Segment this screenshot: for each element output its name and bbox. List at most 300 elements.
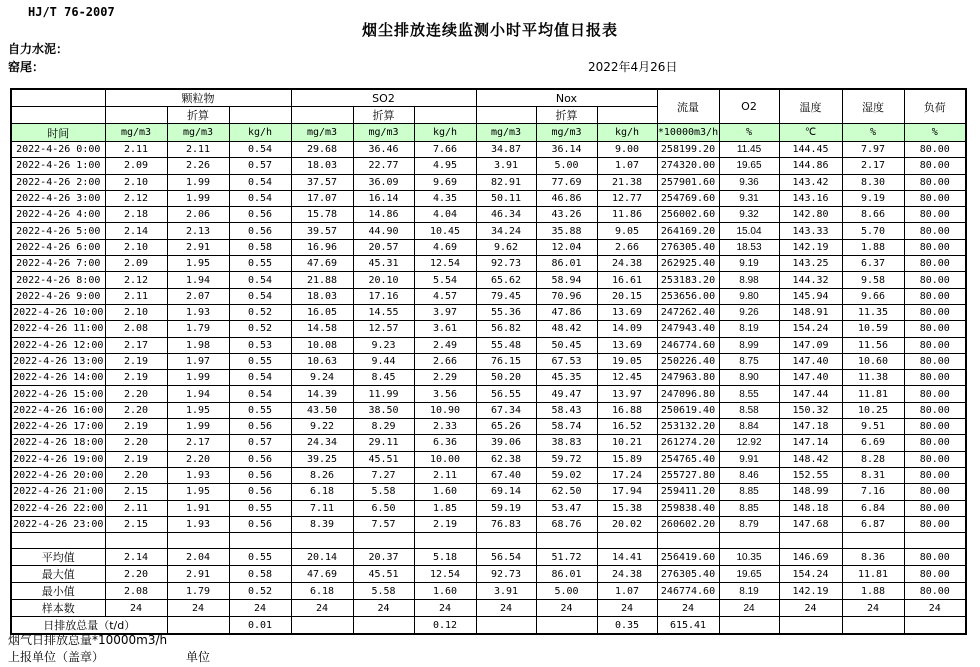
time-cell: 2022-4-26 23:00 — [11, 516, 105, 532]
value-cell: 4.35 — [414, 190, 476, 206]
header-row-units — [11, 124, 966, 142]
value-cell: 76.83 — [476, 516, 536, 532]
value-cell: 39.25 — [291, 451, 353, 467]
unit-label: 单位 — [186, 650, 211, 664]
summary-row — [11, 549, 966, 566]
value-cell: 143.42 — [779, 174, 842, 190]
empty-cell — [597, 107, 657, 124]
value-cell: 67.53 — [536, 353, 597, 369]
value-cell: 53.47 — [536, 500, 597, 516]
value-cell: 0.54 — [229, 142, 291, 158]
value-cell: 58.74 — [536, 419, 597, 435]
empty-cell — [11, 533, 105, 549]
table-row — [11, 174, 966, 190]
value-cell: 147.14 — [779, 435, 842, 451]
value-cell: 36.14 — [536, 142, 597, 158]
group-so2: SO2 — [291, 89, 476, 107]
value-cell: 1.85 — [414, 500, 476, 516]
value-cell: 1.79 — [167, 321, 229, 337]
value-cell: 80.00 — [904, 435, 966, 451]
value-cell: 80.00 — [904, 207, 966, 223]
value-cell: 3.97 — [414, 304, 476, 320]
value-cell: 254765.40 — [657, 451, 719, 467]
value-cell: 9.05 — [597, 223, 657, 239]
table-row — [11, 190, 966, 206]
value-cell: 2.11 — [105, 288, 167, 304]
summary-value-cell: 24.38 — [597, 566, 657, 583]
value-cell: 0.54 — [229, 174, 291, 190]
value-cell: 1.95 — [167, 402, 229, 418]
empty-cell — [105, 533, 167, 549]
value-cell: 6.69 — [842, 435, 904, 451]
value-cell: 254769.60 — [657, 190, 719, 206]
value-cell: 247096.80 — [657, 386, 719, 402]
summary-value-cell: 0.55 — [229, 549, 291, 566]
value-cell: 80.00 — [904, 223, 966, 239]
summary-label: 样本数 — [11, 600, 105, 617]
summary-value-cell: 24 — [842, 600, 904, 617]
value-cell: 2.08 — [105, 321, 167, 337]
value-cell: 11.45 — [719, 142, 779, 158]
value-cell: 2.10 — [105, 239, 167, 255]
summary-value-cell: 1.07 — [597, 583, 657, 600]
value-cell: 13.97 — [597, 386, 657, 402]
value-cell: 14.86 — [353, 207, 414, 223]
value-cell: 274320.00 — [657, 158, 719, 174]
value-cell: 12.54 — [414, 256, 476, 272]
daily-total-cell — [779, 617, 842, 635]
value-cell: 8.28 — [842, 451, 904, 467]
value-cell: 0.57 — [229, 158, 291, 174]
value-cell: 37.57 — [291, 174, 353, 190]
value-cell: 8.55 — [719, 386, 779, 402]
value-cell: 58.94 — [536, 272, 597, 288]
group-o2: O2 — [719, 89, 779, 124]
value-cell: 18.53 — [719, 239, 779, 255]
value-cell: 50.11 — [476, 190, 536, 206]
value-cell: 9.66 — [842, 288, 904, 304]
value-cell: 36.46 — [353, 142, 414, 158]
summary-value-cell: 24 — [414, 600, 476, 617]
value-cell: 2.11 — [105, 142, 167, 158]
value-cell: 0.57 — [229, 435, 291, 451]
value-cell: 2.17 — [842, 158, 904, 174]
value-cell: 13.69 — [597, 337, 657, 353]
value-cell: 6.37 — [842, 256, 904, 272]
value-cell: 264169.20 — [657, 223, 719, 239]
daily-total-cell: 0.12 — [414, 617, 476, 635]
value-cell: 2.11 — [167, 142, 229, 158]
value-cell: 21.88 — [291, 272, 353, 288]
value-cell: 56.82 — [476, 321, 536, 337]
table-row — [11, 451, 966, 467]
value-cell: 15.38 — [597, 500, 657, 516]
summary-rows — [11, 533, 966, 635]
value-cell: 1.95 — [167, 484, 229, 500]
value-cell: 80.00 — [904, 402, 966, 418]
value-cell: 80.00 — [904, 256, 966, 272]
value-cell: 46.34 — [476, 207, 536, 223]
unit-cell: *10000m3/h — [657, 124, 719, 142]
value-cell: 2.06 — [167, 207, 229, 223]
empty-cell — [719, 533, 779, 549]
value-cell: 11.99 — [353, 386, 414, 402]
value-cell: 80.00 — [904, 304, 966, 320]
value-cell: 7.27 — [353, 467, 414, 483]
value-cell: 15.89 — [597, 451, 657, 467]
value-cell: 259838.40 — [657, 500, 719, 516]
value-cell: 1.94 — [167, 272, 229, 288]
value-cell: 144.45 — [779, 142, 842, 158]
unit-cell: mg/m3 — [536, 124, 597, 142]
value-cell: 143.33 — [779, 223, 842, 239]
daily-total-cell — [536, 617, 597, 635]
value-cell: 154.24 — [779, 321, 842, 337]
value-cell: 17.07 — [291, 190, 353, 206]
table-row — [11, 353, 966, 369]
value-cell: 1.99 — [167, 419, 229, 435]
value-cell: 80.00 — [904, 272, 966, 288]
standard-code: HJ/T 76-2007 — [28, 5, 115, 19]
value-cell: 24.38 — [597, 256, 657, 272]
value-cell: 2.19 — [105, 419, 167, 435]
value-cell: 11.86 — [597, 207, 657, 223]
summary-value-cell: 24 — [719, 600, 779, 617]
value-cell: 2.66 — [414, 353, 476, 369]
value-cell: 2.09 — [105, 158, 167, 174]
value-cell: 2.33 — [414, 419, 476, 435]
value-cell: 8.75 — [719, 353, 779, 369]
value-cell: 8.26 — [291, 467, 353, 483]
value-cell: 19.05 — [597, 353, 657, 369]
time-cell: 2022-4-26 7:00 — [11, 256, 105, 272]
daily-total-cell — [353, 617, 414, 635]
value-cell: 10.63 — [291, 353, 353, 369]
empty-cell — [476, 533, 536, 549]
empty-cell — [291, 107, 353, 124]
value-cell: 2.19 — [414, 516, 476, 532]
value-cell: 9.44 — [353, 353, 414, 369]
table-row — [11, 223, 966, 239]
value-cell: 0.54 — [229, 190, 291, 206]
value-cell: 13.69 — [597, 304, 657, 320]
value-cell: 2.20 — [105, 386, 167, 402]
empty-cell — [476, 107, 536, 124]
value-cell: 8.45 — [353, 370, 414, 386]
value-cell: 20.10 — [353, 272, 414, 288]
empty-cell — [779, 533, 842, 549]
value-cell: 36.09 — [353, 174, 414, 190]
summary-row — [11, 566, 966, 583]
value-cell: 247963.80 — [657, 370, 719, 386]
value-cell: 9.22 — [291, 419, 353, 435]
value-cell: 6.36 — [414, 435, 476, 451]
value-cell: 17.24 — [597, 467, 657, 483]
summary-value-cell: 2.20 — [105, 566, 167, 583]
value-cell: 0.53 — [229, 337, 291, 353]
value-cell: 2.19 — [105, 370, 167, 386]
value-cell: 1.93 — [167, 516, 229, 532]
table-row — [11, 435, 966, 451]
summary-value-cell: 10.35 — [719, 549, 779, 566]
summary-value-cell: 20.37 — [353, 549, 414, 566]
time-cell: 2022-4-26 2:00 — [11, 174, 105, 190]
value-cell: 4.04 — [414, 207, 476, 223]
unit-cell: kg/h — [597, 124, 657, 142]
summary-value-cell: 47.69 — [291, 566, 353, 583]
daily-total-cell — [476, 617, 536, 635]
value-cell: 80.00 — [904, 337, 966, 353]
value-cell: 8.58 — [719, 402, 779, 418]
value-cell: 0.52 — [229, 321, 291, 337]
value-cell: 11.38 — [842, 370, 904, 386]
value-cell: 2.07 — [167, 288, 229, 304]
value-cell: 3.61 — [414, 321, 476, 337]
value-cell: 250619.40 — [657, 402, 719, 418]
group-pm: 颗粒物 — [105, 89, 291, 107]
value-cell: 256002.60 — [657, 207, 719, 223]
value-cell: 257901.60 — [657, 174, 719, 190]
value-cell: 59.02 — [536, 467, 597, 483]
value-cell: 10.25 — [842, 402, 904, 418]
value-cell: 10.45 — [414, 223, 476, 239]
header-row-groups — [11, 89, 966, 107]
value-cell: 49.47 — [536, 386, 597, 402]
value-cell: 9.23 — [353, 337, 414, 353]
value-cell: 9.19 — [719, 256, 779, 272]
value-cell: 247943.40 — [657, 321, 719, 337]
value-cell: 80.00 — [904, 353, 966, 369]
summary-value-cell: 3.91 — [476, 583, 536, 600]
value-cell: 2.19 — [105, 353, 167, 369]
value-cell: 4.69 — [414, 239, 476, 255]
group-nox: Nox — [476, 89, 657, 107]
value-cell: 0.56 — [229, 223, 291, 239]
value-cell: 80.00 — [904, 239, 966, 255]
location-label: 窑尾： — [8, 60, 45, 74]
value-cell: 8.46 — [719, 467, 779, 483]
value-cell: 143.25 — [779, 256, 842, 272]
value-cell: 22.77 — [353, 158, 414, 174]
empty-cell — [167, 533, 229, 549]
value-cell: 9.80 — [719, 288, 779, 304]
summary-label: 最小值 — [11, 583, 105, 600]
empty-cell — [11, 107, 105, 124]
value-cell: 45.31 — [353, 256, 414, 272]
value-cell: 69.14 — [476, 484, 536, 500]
value-cell: 148.91 — [779, 304, 842, 320]
value-cell: 3.91 — [476, 158, 536, 174]
unit-cell: % — [904, 124, 966, 142]
value-cell: 247262.40 — [657, 304, 719, 320]
time-cell: 2022-4-26 12:00 — [11, 337, 105, 353]
empty-cell — [536, 533, 597, 549]
summary-value-cell: 19.65 — [719, 566, 779, 583]
value-cell: 80.00 — [904, 288, 966, 304]
value-cell: 2.29 — [414, 370, 476, 386]
value-cell: 9.58 — [842, 272, 904, 288]
value-cell: 2.20 — [167, 451, 229, 467]
value-cell: 253656.00 — [657, 288, 719, 304]
summary-value-cell: 2.14 — [105, 549, 167, 566]
value-cell: 62.50 — [536, 484, 597, 500]
summary-value-cell: 45.51 — [353, 566, 414, 583]
empty-cell — [597, 533, 657, 549]
value-cell: 147.09 — [779, 337, 842, 353]
value-cell: 80.00 — [904, 142, 966, 158]
summary-value-cell: 24 — [229, 600, 291, 617]
value-cell: 258199.20 — [657, 142, 719, 158]
unit-cell: kg/h — [229, 124, 291, 142]
value-cell: 16.14 — [353, 190, 414, 206]
time-cell: 2022-4-26 10:00 — [11, 304, 105, 320]
value-cell: 1.93 — [167, 304, 229, 320]
time-cell: 2022-4-26 22:00 — [11, 500, 105, 516]
value-cell: 0.54 — [229, 370, 291, 386]
value-cell: 2.18 — [105, 207, 167, 223]
value-cell: 14.55 — [353, 304, 414, 320]
summary-value-cell: 1.79 — [167, 583, 229, 600]
value-cell: 80.00 — [904, 158, 966, 174]
table-row — [11, 239, 966, 255]
time-cell: 2022-4-26 17:00 — [11, 419, 105, 435]
value-cell: 144.86 — [779, 158, 842, 174]
summary-value-cell: 142.19 — [779, 583, 842, 600]
daily-total-cell — [167, 617, 229, 635]
group-temp: 温度 — [779, 89, 842, 124]
value-cell: 10.59 — [842, 321, 904, 337]
summary-value-cell: 51.72 — [536, 549, 597, 566]
empty-cell — [904, 533, 966, 549]
data-rows — [11, 142, 966, 533]
summary-row — [11, 583, 966, 600]
value-cell: 59.19 — [476, 500, 536, 516]
value-cell: 1.98 — [167, 337, 229, 353]
value-cell: 56.55 — [476, 386, 536, 402]
value-cell: 38.83 — [536, 435, 597, 451]
summary-value-cell: 256419.60 — [657, 549, 719, 566]
summary-value-cell: 24 — [105, 600, 167, 617]
value-cell: 16.05 — [291, 304, 353, 320]
summary-value-cell: 0.58 — [229, 566, 291, 583]
time-cell: 2022-4-26 11:00 — [11, 321, 105, 337]
value-cell: 147.18 — [779, 419, 842, 435]
summary-value-cell: 80.00 — [904, 566, 966, 583]
value-cell: 8.84 — [719, 419, 779, 435]
summary-value-cell: 146.69 — [779, 549, 842, 566]
empty-cell — [414, 107, 476, 124]
value-cell: 14.09 — [597, 321, 657, 337]
value-cell: 9.00 — [597, 142, 657, 158]
empty-cell — [291, 533, 353, 549]
value-cell: 5.58 — [353, 484, 414, 500]
time-cell: 2022-4-26 13:00 — [11, 353, 105, 369]
value-cell: 1.88 — [842, 239, 904, 255]
value-cell: 147.44 — [779, 386, 842, 402]
value-cell: 39.57 — [291, 223, 353, 239]
nox-conversion-label: 折算 — [536, 107, 597, 124]
value-cell: 2.49 — [414, 337, 476, 353]
value-cell: 58.43 — [536, 402, 597, 418]
value-cell: 1.99 — [167, 370, 229, 386]
value-cell: 80.00 — [904, 321, 966, 337]
value-cell: 12.04 — [536, 239, 597, 255]
table-row — [11, 337, 966, 353]
value-cell: 0.55 — [229, 353, 291, 369]
value-cell: 0.54 — [229, 288, 291, 304]
value-cell: 80.00 — [904, 500, 966, 516]
value-cell: 17.16 — [353, 288, 414, 304]
time-cell: 2022-4-26 18:00 — [11, 435, 105, 451]
value-cell: 6.50 — [353, 500, 414, 516]
time-cell: 2022-4-26 9:00 — [11, 288, 105, 304]
value-cell: 19.65 — [719, 158, 779, 174]
summary-value-cell: 24 — [353, 600, 414, 617]
report-unit-line — [8, 648, 211, 665]
value-cell: 144.32 — [779, 272, 842, 288]
summary-value-cell: 24 — [597, 600, 657, 617]
value-cell: 143.16 — [779, 190, 842, 206]
value-cell: 80.00 — [904, 484, 966, 500]
table-row — [11, 419, 966, 435]
value-cell: 0.55 — [229, 256, 291, 272]
value-cell: 29.68 — [291, 142, 353, 158]
summary-value-cell: 14.41 — [597, 549, 657, 566]
time-cell: 2022-4-26 15:00 — [11, 386, 105, 402]
summary-value-cell: 24 — [291, 600, 353, 617]
value-cell: 148.42 — [779, 451, 842, 467]
value-cell: 16.52 — [597, 419, 657, 435]
value-cell: 0.55 — [229, 402, 291, 418]
time-cell: 2022-4-26 1:00 — [11, 158, 105, 174]
table-row — [11, 484, 966, 500]
value-cell: 259411.20 — [657, 484, 719, 500]
summary-value-cell: 80.00 — [904, 583, 966, 600]
value-cell: 8.98 — [719, 272, 779, 288]
value-cell: 2.17 — [105, 337, 167, 353]
value-cell: 67.34 — [476, 402, 536, 418]
value-cell: 44.90 — [353, 223, 414, 239]
value-cell: 1.91 — [167, 500, 229, 516]
summary-value-cell: 80.00 — [904, 549, 966, 566]
value-cell: 6.87 — [842, 516, 904, 532]
time-cell: 2022-4-26 16:00 — [11, 402, 105, 418]
value-cell: 55.48 — [476, 337, 536, 353]
flue-gas-total-label: 烟气日排放总量*10000m3/h — [8, 633, 168, 647]
value-cell: 148.18 — [779, 500, 842, 516]
company-label: 自力水泥： — [8, 42, 69, 56]
value-cell: 0.56 — [229, 516, 291, 532]
value-cell: 14.39 — [291, 386, 353, 402]
value-cell: 261274.20 — [657, 435, 719, 451]
table-row — [11, 467, 966, 483]
value-cell: 65.26 — [476, 419, 536, 435]
summary-value-cell: 6.18 — [291, 583, 353, 600]
value-cell: 80.00 — [904, 190, 966, 206]
table-row — [11, 272, 966, 288]
unit-cell: mg/m3 — [291, 124, 353, 142]
empty-cell — [229, 533, 291, 549]
value-cell: 12.92 — [719, 435, 779, 451]
value-cell: 9.24 — [291, 370, 353, 386]
value-cell: 2.19 — [105, 451, 167, 467]
value-cell: 10.60 — [842, 353, 904, 369]
daily-total-cell: 615.41 — [657, 617, 719, 635]
separator-row — [11, 533, 966, 549]
time-cell: 2022-4-26 4:00 — [11, 207, 105, 223]
value-cell: 1.93 — [167, 467, 229, 483]
value-cell: 47.69 — [291, 256, 353, 272]
